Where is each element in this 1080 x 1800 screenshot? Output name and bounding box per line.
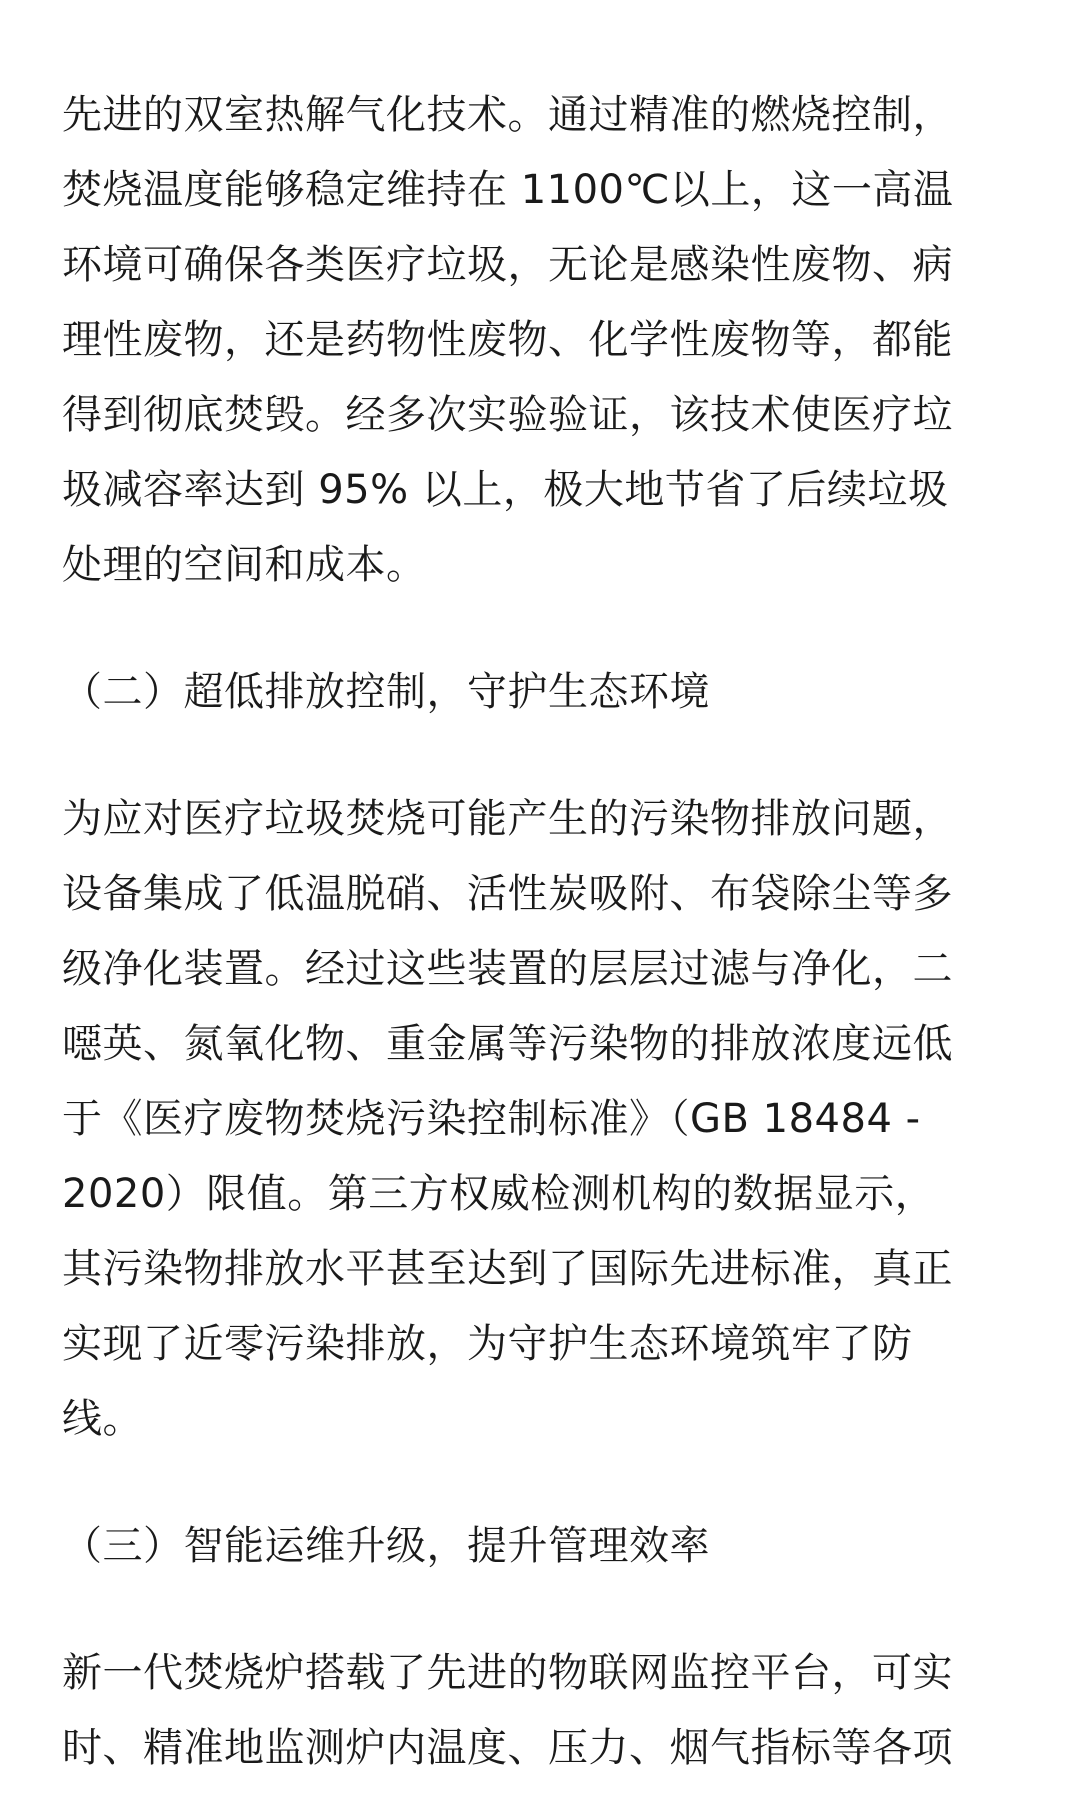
paragraph-emission-control: 为应对医疗垃圾焚烧可能产生的污染物排放问题， 设备集成了低温脱硝、活性炭吸附、布袋除尘等多 级净化装置。经过这些装置的层层过滤与净化，二 噁英、氮氧化物、重金属等污染物的排放浓度远低 于《医疗废物焚烧污染控制标准》（GB 18484 - 2020）限值。第三方权威检测机构的数据显示， 其污染物排放水平甚至达到了国际先进标准，真正 实现了近零污染排放，为守护生态环境筑牢了防 线。 [62,796,953,1442]
article-body [62,78,1022,1786]
paragraph-gap [62,1584,1022,1636]
paragraph-iot-monitoring: 新一代焚烧炉搭载了先进的物联网监控平台，可实 时、精准地监测炉内温度、压力、烟气指标等各项 [62,1650,953,1771]
section-heading-smart-operations: （三）智能运维升级，提升管理效率 [62,1523,710,1569]
paragraph-gap [62,1457,1022,1509]
paragraph-gap [62,730,1022,782]
paragraph-gasification-tech: 先进的双室热解气化技术。通过精准的燃烧控制， 焚烧温度能够稳定维持在 1100℃以上，这一高温 环境可确保各类医疗垃圾，无论是感染性废物、病 理性废物，还是药物性废物、化学性废物等，都能 得到彻底焚毁。经多次实验验证，该技术使医疗垃 圾减容率达到 95% 以上，极大地节省了后续垃圾 处理的空间和成本。 [62,92,954,588]
section-heading-ultra-low-emission: （二）超低排放控制，守护生态环境 [62,669,710,715]
paragraph-gap [62,603,1022,655]
